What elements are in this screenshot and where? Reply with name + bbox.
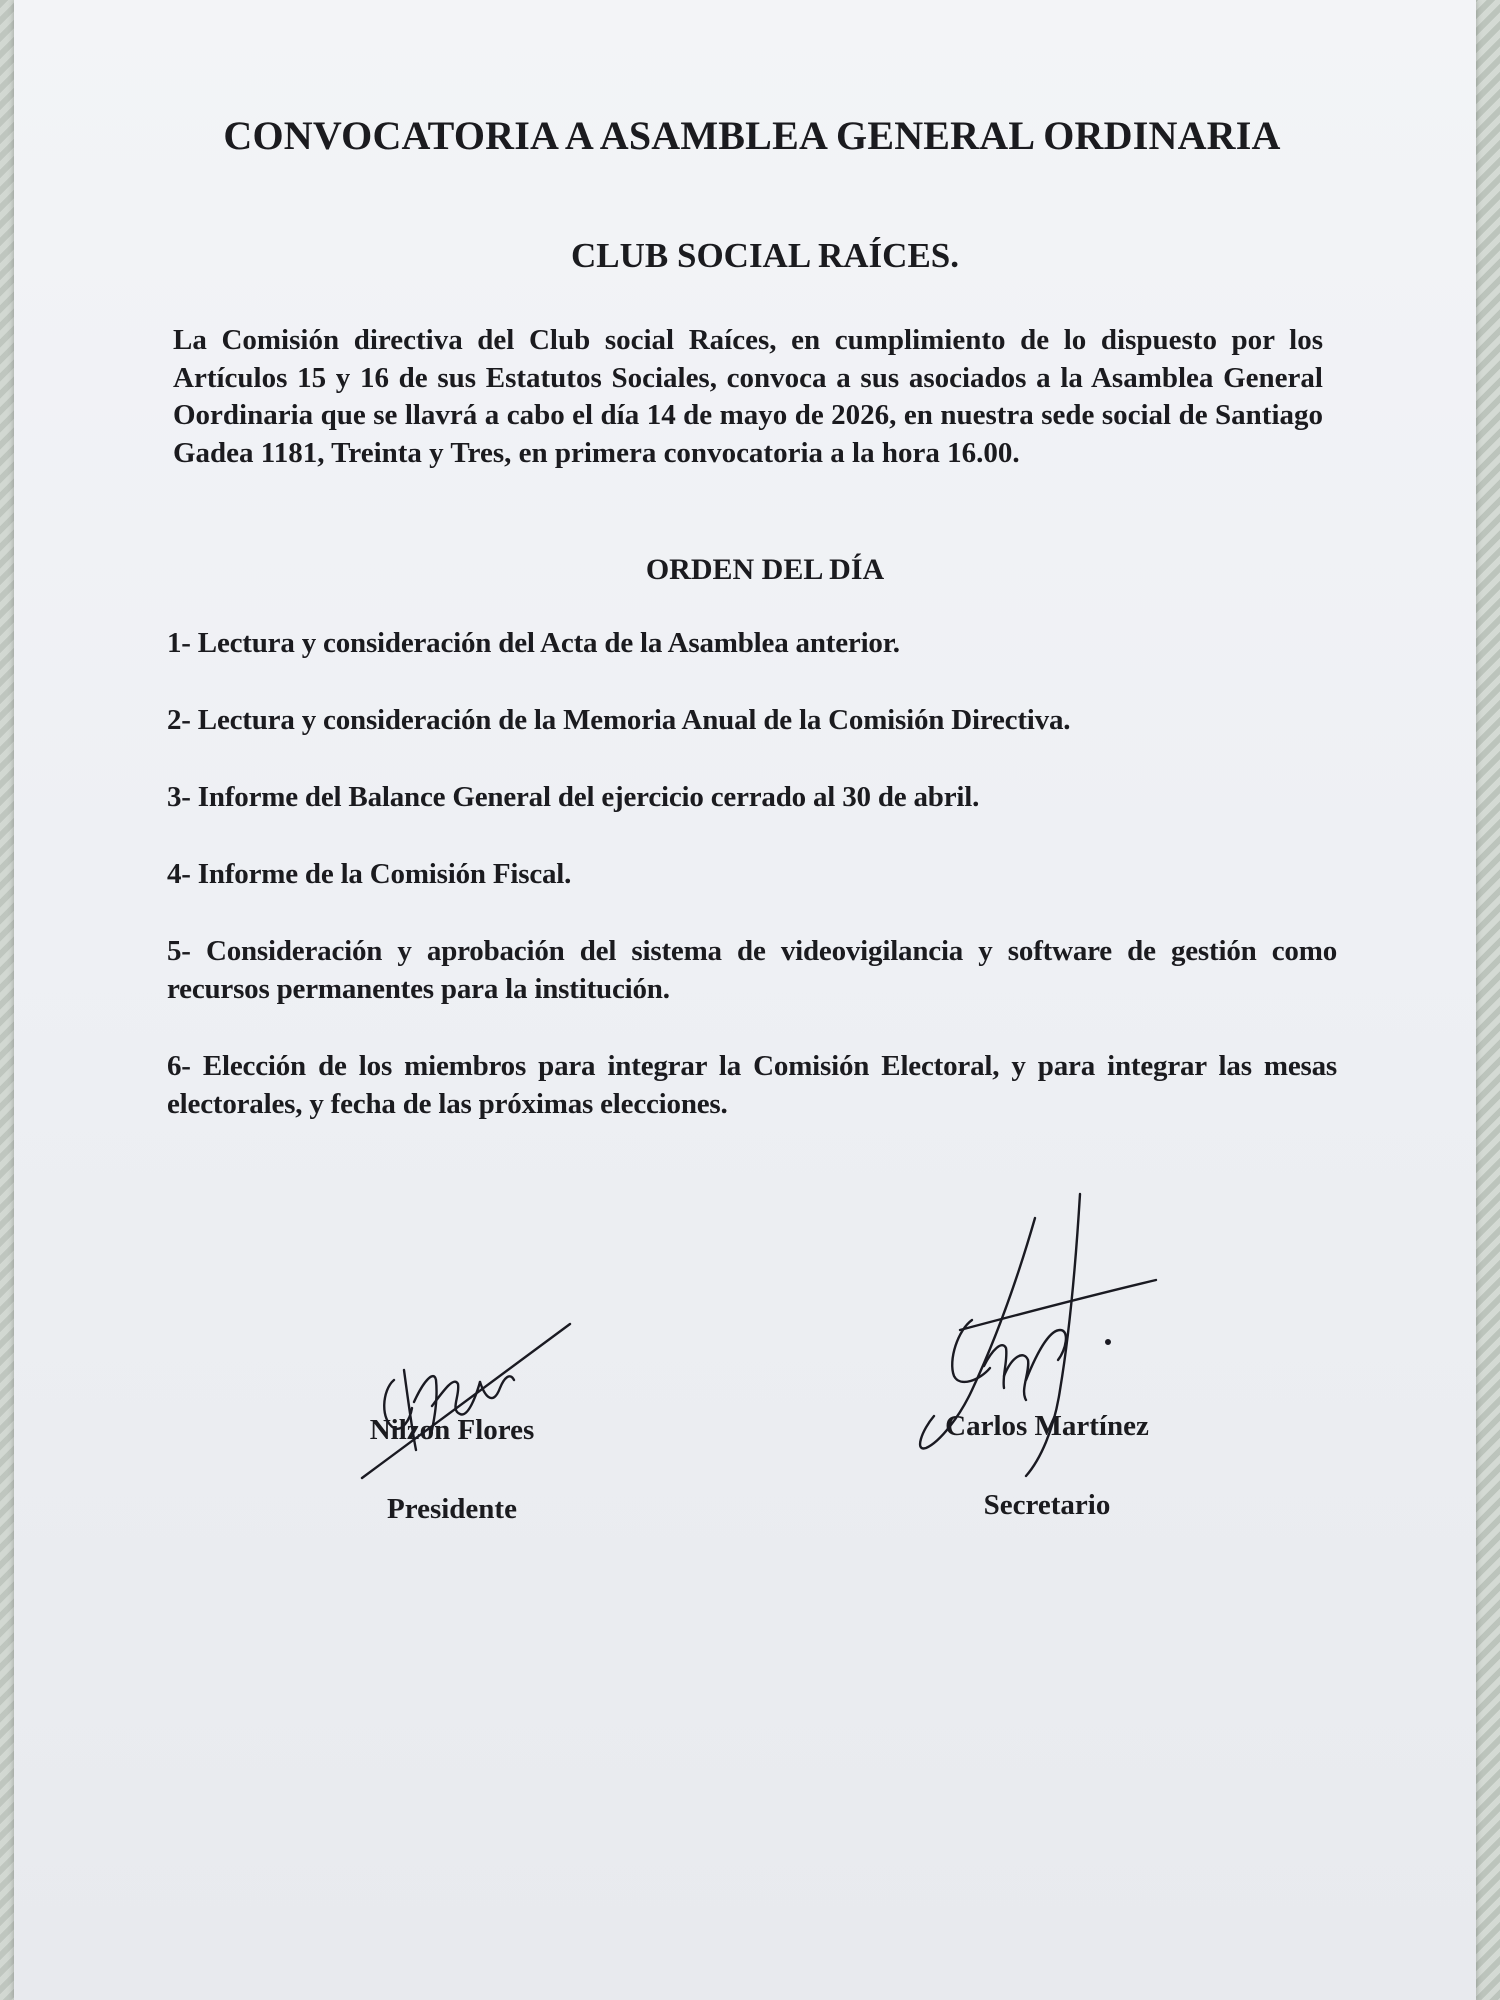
agenda-item-1: 1- Lectura y consideración del Acta de la Asamblea anterior.	[167, 627, 900, 659]
agenda-heading: ORDEN DEL DÍA	[645, 553, 885, 586]
secretary-role: Secretario	[983, 1489, 1111, 1521]
agenda-item-4: 4- Informe de la Comisión Fiscal.	[167, 858, 572, 890]
document-title: CONVOCATORIA A ASAMBLEA GENERAL ORDINARIA	[223, 113, 1281, 158]
agenda-item-5: 5- Consideración y aprobación del sistema de videovigilancia y software de gestión como recursos permanentes para la institución.	[167, 935, 1337, 1005]
document-page	[14, 0, 1476, 2000]
agenda-item-3: 3- Informe del Balance General del ejercicio cerrado al 30 de abril.	[167, 781, 980, 813]
agenda-list	[167, 624, 1337, 1162]
intro-paragraph: La Comisión directiva del Club social Raíces, en cumplimiento de lo dispuesto por los Artículos 15 y 16 de sus Estatutos Sociales, convoca a sus asociados a la Asamblea General Oordinaria que se llavrá a cabo el día 14 de mayo de 2026, en nuestra sede social de Santiago Gadea 1181, Treinta y Tres, en primera convocatoria a la hora 16.00.	[173, 324, 1323, 469]
president-signature-block	[332, 1414, 572, 1526]
secretary-name: Carlos Martínez	[945, 1410, 1149, 1442]
agenda-item-6: 6- Elección de los miembros para integrar la Comisión Electoral, y para integrar las mesas electorales, y fecha de las próximas elecciones.	[167, 1050, 1337, 1120]
president-role: Presidente	[387, 1493, 517, 1525]
club-name: CLUB SOCIAL RAÍCES.	[570, 236, 960, 275]
secretary-signature-block	[907, 1410, 1187, 1522]
agenda-item-2: 2- Lectura y consideración de la Memoria Anual de la Comisión Directiva.	[167, 704, 1071, 736]
president-name: Nilzon Flores	[369, 1414, 535, 1446]
